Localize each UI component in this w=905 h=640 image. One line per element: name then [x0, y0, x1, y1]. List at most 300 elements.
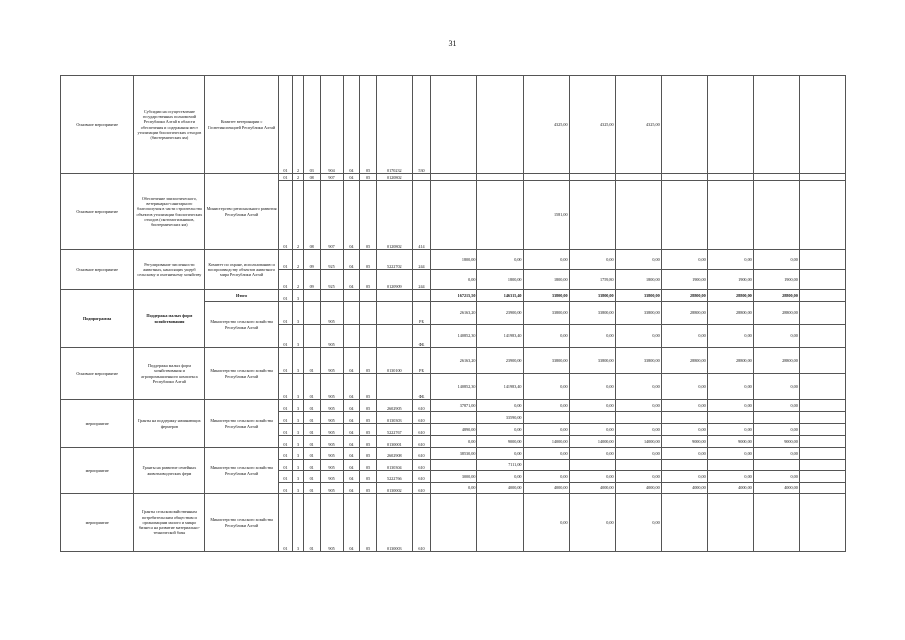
amount-cell: 4000,00	[523, 482, 569, 494]
amount-cell	[799, 459, 845, 471]
amount-cell	[661, 494, 707, 552]
table-row	[61, 76, 846, 174]
amount-cell: 4000,00	[753, 482, 799, 494]
code-cell: 01	[278, 270, 293, 290]
code-cell: 04	[343, 494, 360, 552]
code-cell: 05	[360, 181, 377, 250]
amount-cell: 33800,00	[523, 348, 569, 374]
code-cell: 907	[320, 174, 343, 181]
code-cell: 905	[320, 348, 343, 374]
amount-cell: 38530,00	[431, 448, 477, 460]
amount-cell: 0,00	[523, 250, 569, 270]
amount-cell	[661, 174, 707, 181]
amount-cell: 0,00	[477, 424, 523, 436]
code-cell	[360, 290, 377, 302]
row-name-cell: Гранты на поддержку начинающих фермеров	[134, 400, 205, 448]
amount-cell	[477, 181, 523, 250]
code-cell: 01	[303, 482, 320, 494]
row-type-cell: Основное мероприятие	[61, 174, 134, 250]
amount-cell: 0,00	[661, 374, 707, 400]
amount-cell	[753, 459, 799, 471]
amount-cell	[431, 174, 477, 181]
code-cell: 03	[303, 76, 320, 174]
code-cell: 3	[293, 374, 303, 400]
code-cell: 04	[343, 459, 360, 471]
code-cell: 04	[343, 76, 360, 174]
amount-cell	[799, 400, 845, 412]
amount-cell: 0,00	[569, 250, 615, 270]
code-cell: 0170232	[377, 76, 413, 174]
code-cell: 905	[320, 412, 343, 424]
code-cell: 925	[320, 250, 343, 270]
code-cell: 01	[278, 424, 293, 436]
amount-cell: 0,00	[477, 471, 523, 483]
code-cell: 3	[293, 459, 303, 471]
amount-cell: 37871,00	[431, 400, 477, 412]
amount-cell: 0,00	[477, 400, 523, 412]
amount-cell: 1759,80	[569, 270, 615, 290]
code-cell: 01	[278, 348, 293, 374]
amount-cell	[799, 348, 845, 374]
amount-cell: 1800,00	[477, 270, 523, 290]
amount-cell: 26163,20	[431, 348, 477, 374]
table-row	[61, 494, 846, 552]
code-cell: 01	[278, 412, 293, 424]
row-name-cell: Гранты сельскохозяйственным потребительским обществам и организациям малого и микро бизнеса на развитие материально-технической базы	[134, 494, 205, 552]
amount-cell	[615, 181, 661, 250]
code-cell: 01	[303, 424, 320, 436]
code-cell: 610	[412, 448, 431, 460]
amount-cell	[799, 174, 845, 181]
code-cell	[377, 302, 413, 325]
code-cell: 0130001	[377, 436, 413, 448]
amount-cell	[753, 76, 799, 174]
code-cell: 05	[360, 174, 377, 181]
amount-cell: 0,00	[707, 424, 753, 436]
amount-cell	[707, 76, 753, 174]
total-label: Итого	[205, 290, 278, 302]
code-cell: 905	[320, 325, 343, 348]
amount-cell: 4890,00	[431, 424, 477, 436]
code-cell	[377, 325, 413, 348]
code-cell: 0130003	[377, 494, 413, 552]
amount-cell: 33800,00	[523, 290, 569, 302]
amount-cell	[799, 270, 845, 290]
code-cell	[343, 302, 360, 325]
amount-cell	[799, 448, 845, 460]
amount-cell	[477, 174, 523, 181]
code-cell: 05	[360, 250, 377, 270]
code-cell: 01	[303, 412, 320, 424]
code-cell: 0120802	[377, 181, 413, 250]
row-executor-cell: Министерство сельского хозяйства Республики Алтай	[205, 448, 278, 494]
amount-cell	[799, 494, 845, 552]
amount-cell: 23900,00	[477, 302, 523, 325]
code-cell	[360, 325, 377, 348]
amount-cell: 0,00	[523, 374, 569, 400]
amount-cell	[569, 174, 615, 181]
amount-cell	[431, 412, 477, 424]
code-cell: 2602908	[377, 448, 413, 460]
amount-cell: 0,00	[569, 325, 615, 348]
code-cell: 907	[320, 181, 343, 250]
page-number: 31	[448, 39, 457, 48]
code-cell: 905	[320, 471, 343, 483]
amount-cell: 4000,00	[707, 482, 753, 494]
amount-cell: 0,00	[569, 471, 615, 483]
amount-cell: 1800,00	[523, 270, 569, 290]
amount-cell: 4000,00	[661, 482, 707, 494]
row-executor-cell: Министерство сельского хозяйства Республики Алтай	[205, 302, 278, 348]
amount-cell: 28800,00	[753, 290, 799, 302]
code-cell: 905	[320, 494, 343, 552]
amount-cell: 4325,00	[615, 76, 661, 174]
code-cell: 414	[412, 181, 431, 250]
amount-cell: 0,00	[661, 400, 707, 412]
code-cell: 2	[293, 270, 303, 290]
amount-cell: 0,00	[707, 448, 753, 460]
amount-cell	[661, 412, 707, 424]
amount-cell: 33590,00	[477, 412, 523, 424]
amount-cell	[477, 76, 523, 174]
amount-cell	[799, 302, 845, 325]
amount-cell: 4000,00	[477, 482, 523, 494]
code-cell: 244	[412, 250, 431, 270]
amount-cell	[523, 174, 569, 181]
amount-cell: 7111,00	[477, 459, 523, 471]
code-cell: 05	[360, 471, 377, 483]
amount-cell: 0,00	[431, 436, 477, 448]
row-executor-cell: Комитет по охране, использованию и воспроизводству объектов животного мира Республики Алтай	[205, 250, 278, 290]
amount-cell: 28800,00	[661, 348, 707, 374]
code-cell: 04	[343, 374, 360, 400]
table-row	[61, 448, 846, 460]
code-cell: 3	[293, 424, 303, 436]
code-cell	[343, 290, 360, 302]
code-cell: 610	[412, 494, 431, 552]
amount-cell	[753, 412, 799, 424]
code-cell: 0130100	[377, 348, 413, 374]
amount-cell	[753, 494, 799, 552]
code-cell: 0130002	[377, 482, 413, 494]
code-cell: 01	[278, 482, 293, 494]
code-cell: 01	[303, 459, 320, 471]
amount-cell: 4325,00	[523, 76, 569, 174]
amount-cell: 0,00	[707, 400, 753, 412]
code-cell: 610	[412, 412, 431, 424]
row-type-cell: мероприятие	[61, 400, 134, 448]
code-cell: 3	[293, 400, 303, 412]
amount-cell: 0,00	[661, 448, 707, 460]
amount-cell: 0,00	[431, 482, 477, 494]
code-cell: 01	[278, 181, 293, 250]
code-cell: 08	[303, 181, 320, 250]
code-cell	[320, 290, 343, 302]
amount-cell	[523, 412, 569, 424]
code-cell: 04	[343, 471, 360, 483]
code-cell: 0120802	[377, 174, 413, 181]
amount-cell: 0,00	[523, 494, 569, 552]
code-cell: 905	[320, 374, 343, 400]
amount-cell	[431, 181, 477, 250]
code-cell: 04	[343, 250, 360, 270]
code-cell: 3	[293, 325, 303, 348]
amount-cell	[615, 412, 661, 424]
amount-cell	[799, 471, 845, 483]
code-cell: 904	[320, 76, 343, 174]
amount-cell: 0,00	[569, 400, 615, 412]
program-table	[60, 75, 846, 552]
row-type-cell: Основное мероприятие	[61, 250, 134, 290]
table-row	[61, 250, 846, 270]
row-name-cell: Поддержка малых форм хозяйствования	[134, 290, 205, 348]
code-cell: 05	[360, 412, 377, 424]
code-cell: 01	[278, 250, 293, 270]
amount-cell: 14000,00	[523, 436, 569, 448]
amount-cell: 0,00	[753, 325, 799, 348]
table-row	[61, 348, 846, 374]
amount-cell: 14000,00	[569, 436, 615, 448]
code-cell: 905	[320, 400, 343, 412]
code-cell	[377, 374, 413, 400]
amount-cell: 0,00	[569, 374, 615, 400]
code-cell: 2	[293, 181, 303, 250]
amount-cell: 140852,30	[431, 325, 477, 348]
amount-cell: 23900,00	[477, 348, 523, 374]
amount-cell: 0,00	[615, 471, 661, 483]
code-cell: 905	[320, 448, 343, 460]
amount-cell: 0,00	[753, 400, 799, 412]
amount-cell: 28800,00	[707, 302, 753, 325]
amount-cell: 0,00	[523, 325, 569, 348]
code-cell: 3	[293, 482, 303, 494]
code-cell: 01	[278, 448, 293, 460]
amount-cell: 0,00	[753, 250, 799, 270]
amount-cell: 0,00	[753, 471, 799, 483]
code-cell: 05	[360, 400, 377, 412]
code-cell: 04	[343, 270, 360, 290]
code-cell	[303, 302, 320, 325]
code-cell: 05	[360, 76, 377, 174]
code-cell: 04	[343, 412, 360, 424]
code-cell: РБ	[412, 302, 431, 325]
code-cell	[412, 174, 431, 181]
amount-cell	[799, 290, 845, 302]
code-cell: 610	[412, 459, 431, 471]
amount-cell: 9000,00	[753, 436, 799, 448]
code-cell: 01	[278, 459, 293, 471]
code-cell: 01	[278, 436, 293, 448]
amount-cell: 0,00	[615, 400, 661, 412]
amount-cell: 1800,00	[615, 270, 661, 290]
code-cell: 01	[278, 325, 293, 348]
amount-cell: 1800,00	[431, 250, 477, 270]
amount-cell: 0,00	[523, 400, 569, 412]
amount-cell	[431, 459, 477, 471]
row-name-cell: Поддержка малых форм хозяйствования и агропромышленного комплекса Республики Алтай	[134, 348, 205, 400]
code-cell: 530	[412, 76, 431, 174]
code-cell: 3	[293, 448, 303, 460]
amount-cell	[799, 412, 845, 424]
amount-cell	[799, 374, 845, 400]
amount-cell: 28800,00	[707, 348, 753, 374]
row-name-cell: Обеспечение эпизоотического, ветеринарно-санитарного благополучия в части строительства объектов утилизации биологических отходов (скотомогильников, биотермических ям)	[134, 174, 205, 250]
code-cell: 0130303	[377, 412, 413, 424]
amount-cell: 0,00	[477, 448, 523, 460]
amount-cell	[569, 412, 615, 424]
code-cell: 05	[360, 374, 377, 400]
amount-cell	[799, 325, 845, 348]
amount-cell	[569, 459, 615, 471]
amount-cell	[431, 494, 477, 552]
code-cell: 09	[303, 250, 320, 270]
code-cell: 04	[343, 174, 360, 181]
amount-cell: 0,00	[661, 471, 707, 483]
amount-cell	[477, 494, 523, 552]
code-cell: 5222766	[377, 471, 413, 483]
code-cell: 01	[303, 448, 320, 460]
code-cell: 04	[343, 436, 360, 448]
amount-cell: 0,00	[661, 424, 707, 436]
amount-cell	[799, 436, 845, 448]
amount-cell	[799, 181, 845, 250]
code-cell	[303, 325, 320, 348]
row-name-cell: Регулирование численности животных, наносящих ущерб сельскому и охотничьему хозяйству	[134, 250, 205, 290]
amount-cell: 0,00	[753, 448, 799, 460]
amount-cell	[661, 459, 707, 471]
amount-cell: 4000,00	[615, 482, 661, 494]
code-cell: ФБ	[412, 325, 431, 348]
code-cell: 01	[303, 436, 320, 448]
code-cell: 09	[303, 270, 320, 290]
code-cell: 01	[303, 494, 320, 552]
amount-cell: 28800,00	[707, 290, 753, 302]
code-cell: 04	[343, 348, 360, 374]
code-cell: 3	[293, 348, 303, 374]
amount-cell: 28800,00	[661, 290, 707, 302]
code-cell: 01	[303, 400, 320, 412]
code-cell: 244	[412, 270, 431, 290]
row-type-cell: мероприятие	[61, 494, 134, 552]
code-cell: 905	[320, 482, 343, 494]
code-cell: 0120909	[377, 270, 413, 290]
code-cell: 04	[343, 482, 360, 494]
code-cell: 05	[360, 448, 377, 460]
amount-cell: 0,00	[707, 325, 753, 348]
code-cell	[343, 325, 360, 348]
code-cell: 610	[412, 482, 431, 494]
amount-cell: 14000,00	[615, 436, 661, 448]
amount-cell: 33800,00	[615, 302, 661, 325]
amount-cell	[661, 181, 707, 250]
code-cell: 610	[412, 436, 431, 448]
table-row	[61, 400, 846, 412]
row-type-cell: Основное мероприятие	[61, 348, 134, 400]
code-cell: 905	[320, 459, 343, 471]
amount-cell: 0,00	[707, 250, 753, 270]
amount-cell: 0,00	[615, 325, 661, 348]
code-cell: 04	[343, 448, 360, 460]
amount-cell	[661, 76, 707, 174]
code-cell: 5222702	[377, 250, 413, 270]
code-cell: 3	[293, 290, 303, 302]
code-cell: 3	[293, 302, 303, 325]
amount-cell: 28800,00	[753, 302, 799, 325]
amount-cell: 1900,00	[753, 270, 799, 290]
amount-cell: 0,00	[707, 374, 753, 400]
amount-cell	[707, 412, 753, 424]
code-cell	[377, 290, 413, 302]
code-cell: 05	[360, 270, 377, 290]
amount-cell: 4000,00	[569, 482, 615, 494]
code-cell: 01	[278, 374, 293, 400]
amount-cell	[707, 494, 753, 552]
code-cell: 2602905	[377, 400, 413, 412]
amount-cell: 0,00	[615, 494, 661, 552]
amount-cell: 0,00	[615, 448, 661, 460]
amount-cell: 26163,20	[431, 302, 477, 325]
row-type-cell: Подпрограмма	[61, 290, 134, 348]
code-cell: 01	[303, 471, 320, 483]
code-cell: 05	[360, 482, 377, 494]
amount-cell: 0,00	[753, 424, 799, 436]
code-cell: 0130304	[377, 459, 413, 471]
amount-cell	[431, 76, 477, 174]
row-executor-cell: Министерство сельского хозяйства Республики Алтай	[205, 348, 278, 400]
amount-cell	[707, 174, 753, 181]
amount-cell: 140852,30	[431, 374, 477, 400]
amount-cell: 9000,00	[477, 436, 523, 448]
amount-cell	[523, 459, 569, 471]
code-cell: 2	[293, 250, 303, 270]
amount-cell	[707, 459, 753, 471]
row-executor-cell: Министерство сельского хозяйства Республики Алтай	[205, 400, 278, 448]
code-cell: 04	[343, 181, 360, 250]
code-cell: 04	[343, 424, 360, 436]
code-cell: 05	[360, 424, 377, 436]
amount-cell: 0,00	[661, 250, 707, 270]
amount-cell: 1900,00	[707, 270, 753, 290]
code-cell: 3	[293, 412, 303, 424]
amount-cell	[799, 250, 845, 270]
code-cell: 05	[360, 436, 377, 448]
code-cell	[360, 302, 377, 325]
amount-cell: 141983,40	[477, 325, 523, 348]
code-cell: 3	[293, 494, 303, 552]
amount-cell	[615, 174, 661, 181]
amount-cell: 1900,00	[661, 270, 707, 290]
amount-cell: 9000,00	[707, 436, 753, 448]
code-cell	[412, 290, 431, 302]
amount-cell: 4325,00	[569, 76, 615, 174]
code-cell: 610	[412, 424, 431, 436]
code-cell: 905	[320, 302, 343, 325]
amount-cell: 28800,00	[753, 348, 799, 374]
code-cell: 01	[278, 494, 293, 552]
amount-cell: 0,00	[523, 448, 569, 460]
amount-cell: 9000,00	[661, 436, 707, 448]
code-cell: 01	[278, 174, 293, 181]
amount-cell: 0,00	[431, 270, 477, 290]
code-cell: 905	[320, 436, 343, 448]
row-name-cell: Субсидии на осуществление государственных полномочий Республики Алтай в области обеспечения и содержания мест утилизации биологических отходов (биотермических ям)	[134, 76, 205, 174]
code-cell: 01	[278, 302, 293, 325]
code-cell: 01	[278, 400, 293, 412]
amount-cell: 167215,50	[431, 290, 477, 302]
code-cell: 01	[303, 374, 320, 400]
row-executor-cell: Министерство сельского хозяйства Республики Алтай	[205, 494, 278, 552]
amount-cell	[707, 181, 753, 250]
